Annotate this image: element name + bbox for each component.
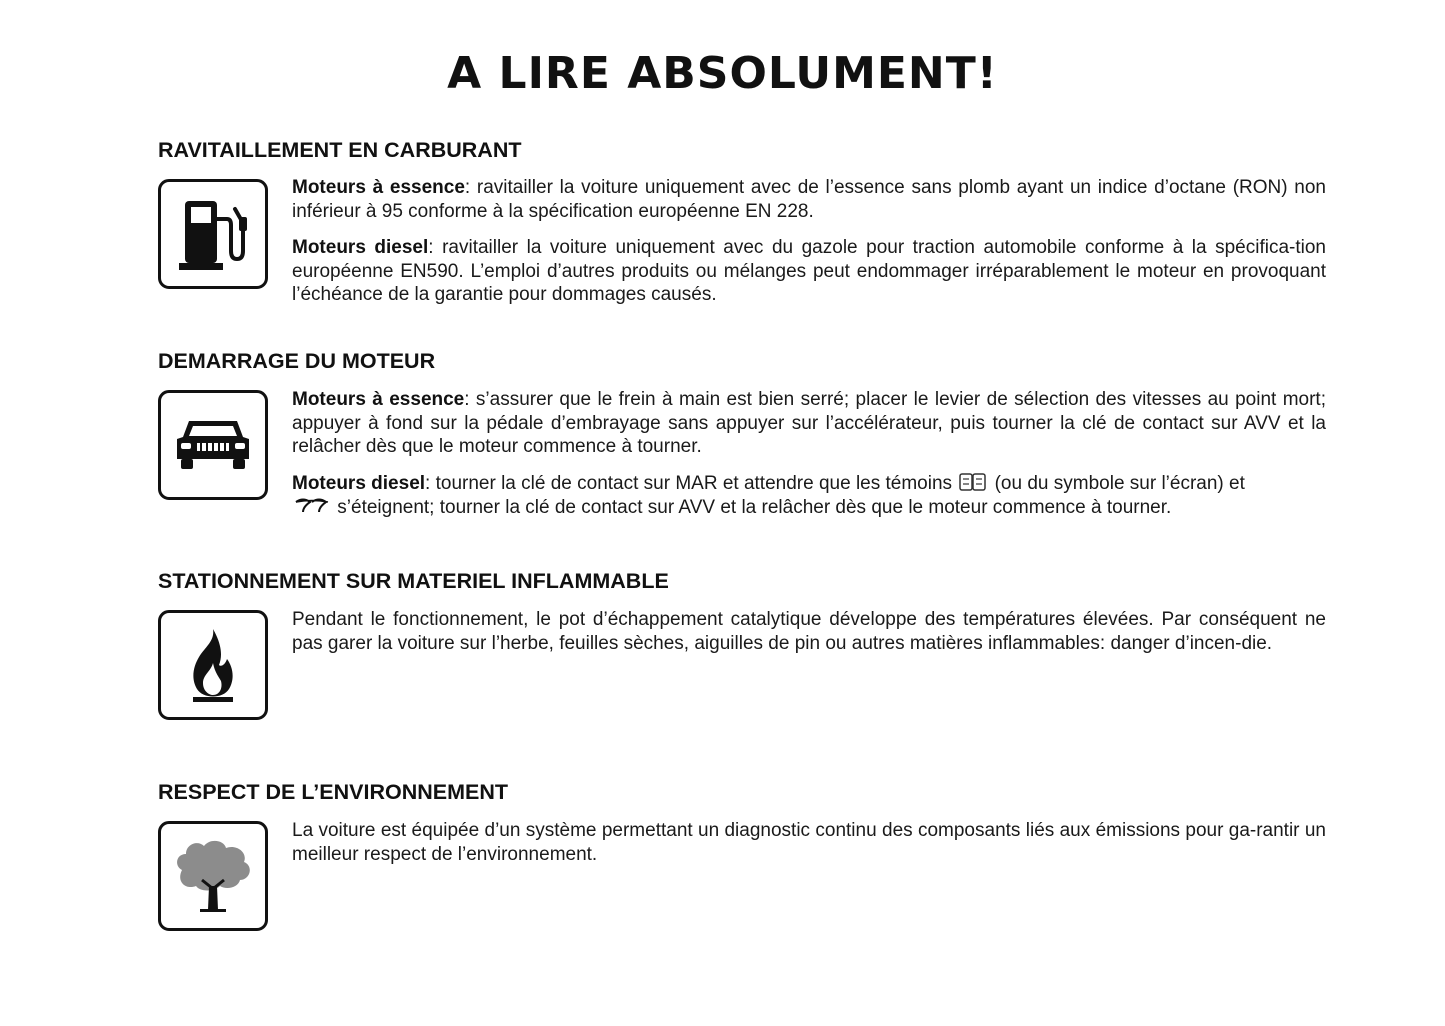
paragraph-parking bbox=[292, 608, 1326, 655]
flame-icon bbox=[185, 627, 241, 703]
warning-lights-icon bbox=[959, 472, 987, 492]
section-heading-ravitaillement: RAVITAILLEMENT EN CARBURANT bbox=[158, 138, 522, 162]
text-start-diesel-3: s’éteignent; tourner la clé de contact sur AVV et la relâcher dès que le moteur commence à tourner. bbox=[337, 496, 1172, 518]
text-start-diesel-2: (ou du symbole sur l’écran) et bbox=[994, 473, 1245, 494]
fuel-pump-icon bbox=[177, 195, 249, 273]
flame-icon-box bbox=[158, 610, 268, 720]
car-front-icon bbox=[175, 417, 251, 473]
text-start-diesel-1: : tourner la clé de contact sur MAR et attendre que les témoins bbox=[425, 473, 953, 494]
fuel-icon-box bbox=[158, 179, 268, 289]
lead-petrol: Moteurs à essence bbox=[292, 177, 465, 198]
lead-start-petrol: Moteurs à essence bbox=[292, 389, 465, 410]
tree-icon-box bbox=[158, 821, 268, 931]
page-title: A LIRE ABSOLUMENT! bbox=[447, 48, 998, 99]
lead-start-diesel: Moteurs diesel bbox=[292, 473, 426, 494]
paragraph-start-petrol bbox=[292, 388, 1326, 459]
glow-plug-icon bbox=[294, 498, 330, 516]
paragraph-environment bbox=[292, 819, 1326, 866]
car-icon-box bbox=[158, 390, 268, 500]
paragraph-start-diesel bbox=[292, 472, 1326, 519]
paragraph-fuel-petrol bbox=[292, 176, 1326, 223]
text-parking: Pendant le fonctionnement, le pot d’échappement catalytique développe des températures élevées. Par conséquent ne pas garer la voiture sur l’herbe, feuilles sèches, aiguilles de pin ou autres matières inflammables: danger d’incen-die. bbox=[292, 609, 1326, 654]
text-petrol: : ravitailler la voiture uniquement avec de l’essence sans plomb ayant un indice d’octane (RON) non inférieur à 95 conforme à la spécification européenne EN 228. bbox=[292, 177, 1326, 222]
tree-icon bbox=[172, 836, 254, 916]
paragraph-fuel-diesel bbox=[292, 236, 1326, 307]
section-heading-stationnement: STATIONNEMENT SUR MATERIEL INFLAMMABLE bbox=[158, 569, 669, 593]
lead-diesel: Moteurs diesel bbox=[292, 237, 429, 258]
text-start-petrol: : s’assurer que le frein à main est bien serré; placer le levier de sélection des vitesses au point mort; appuyer à fond sur la pédale d’embrayage sans appuyer sur l’accélérateur, puis tourner la clé de contact sur AVV et la relâcher dès que le moteur commence à tourner. bbox=[292, 389, 1326, 457]
section-heading-environnement: RESPECT DE L’ENVIRONNEMENT bbox=[158, 780, 509, 804]
text-environment: La voiture est équipée d’un système permettant un diagnostic continu des composants liés aux émissions pour ga-rantir un meilleur respect de l’environnement. bbox=[292, 820, 1326, 865]
text-diesel: : ravitailler la voiture uniquement avec du gazole pour traction automobile conforme à la spécifica-tion européenne EN590. L’emploi d’autres produits ou mélanges peut endommager irréparablement le moteur en provoquant l’échéance de la garantie pour dommages causés. bbox=[292, 237, 1326, 305]
section-heading-demarrage: DEMARRAGE DU MOTEUR bbox=[158, 349, 436, 373]
